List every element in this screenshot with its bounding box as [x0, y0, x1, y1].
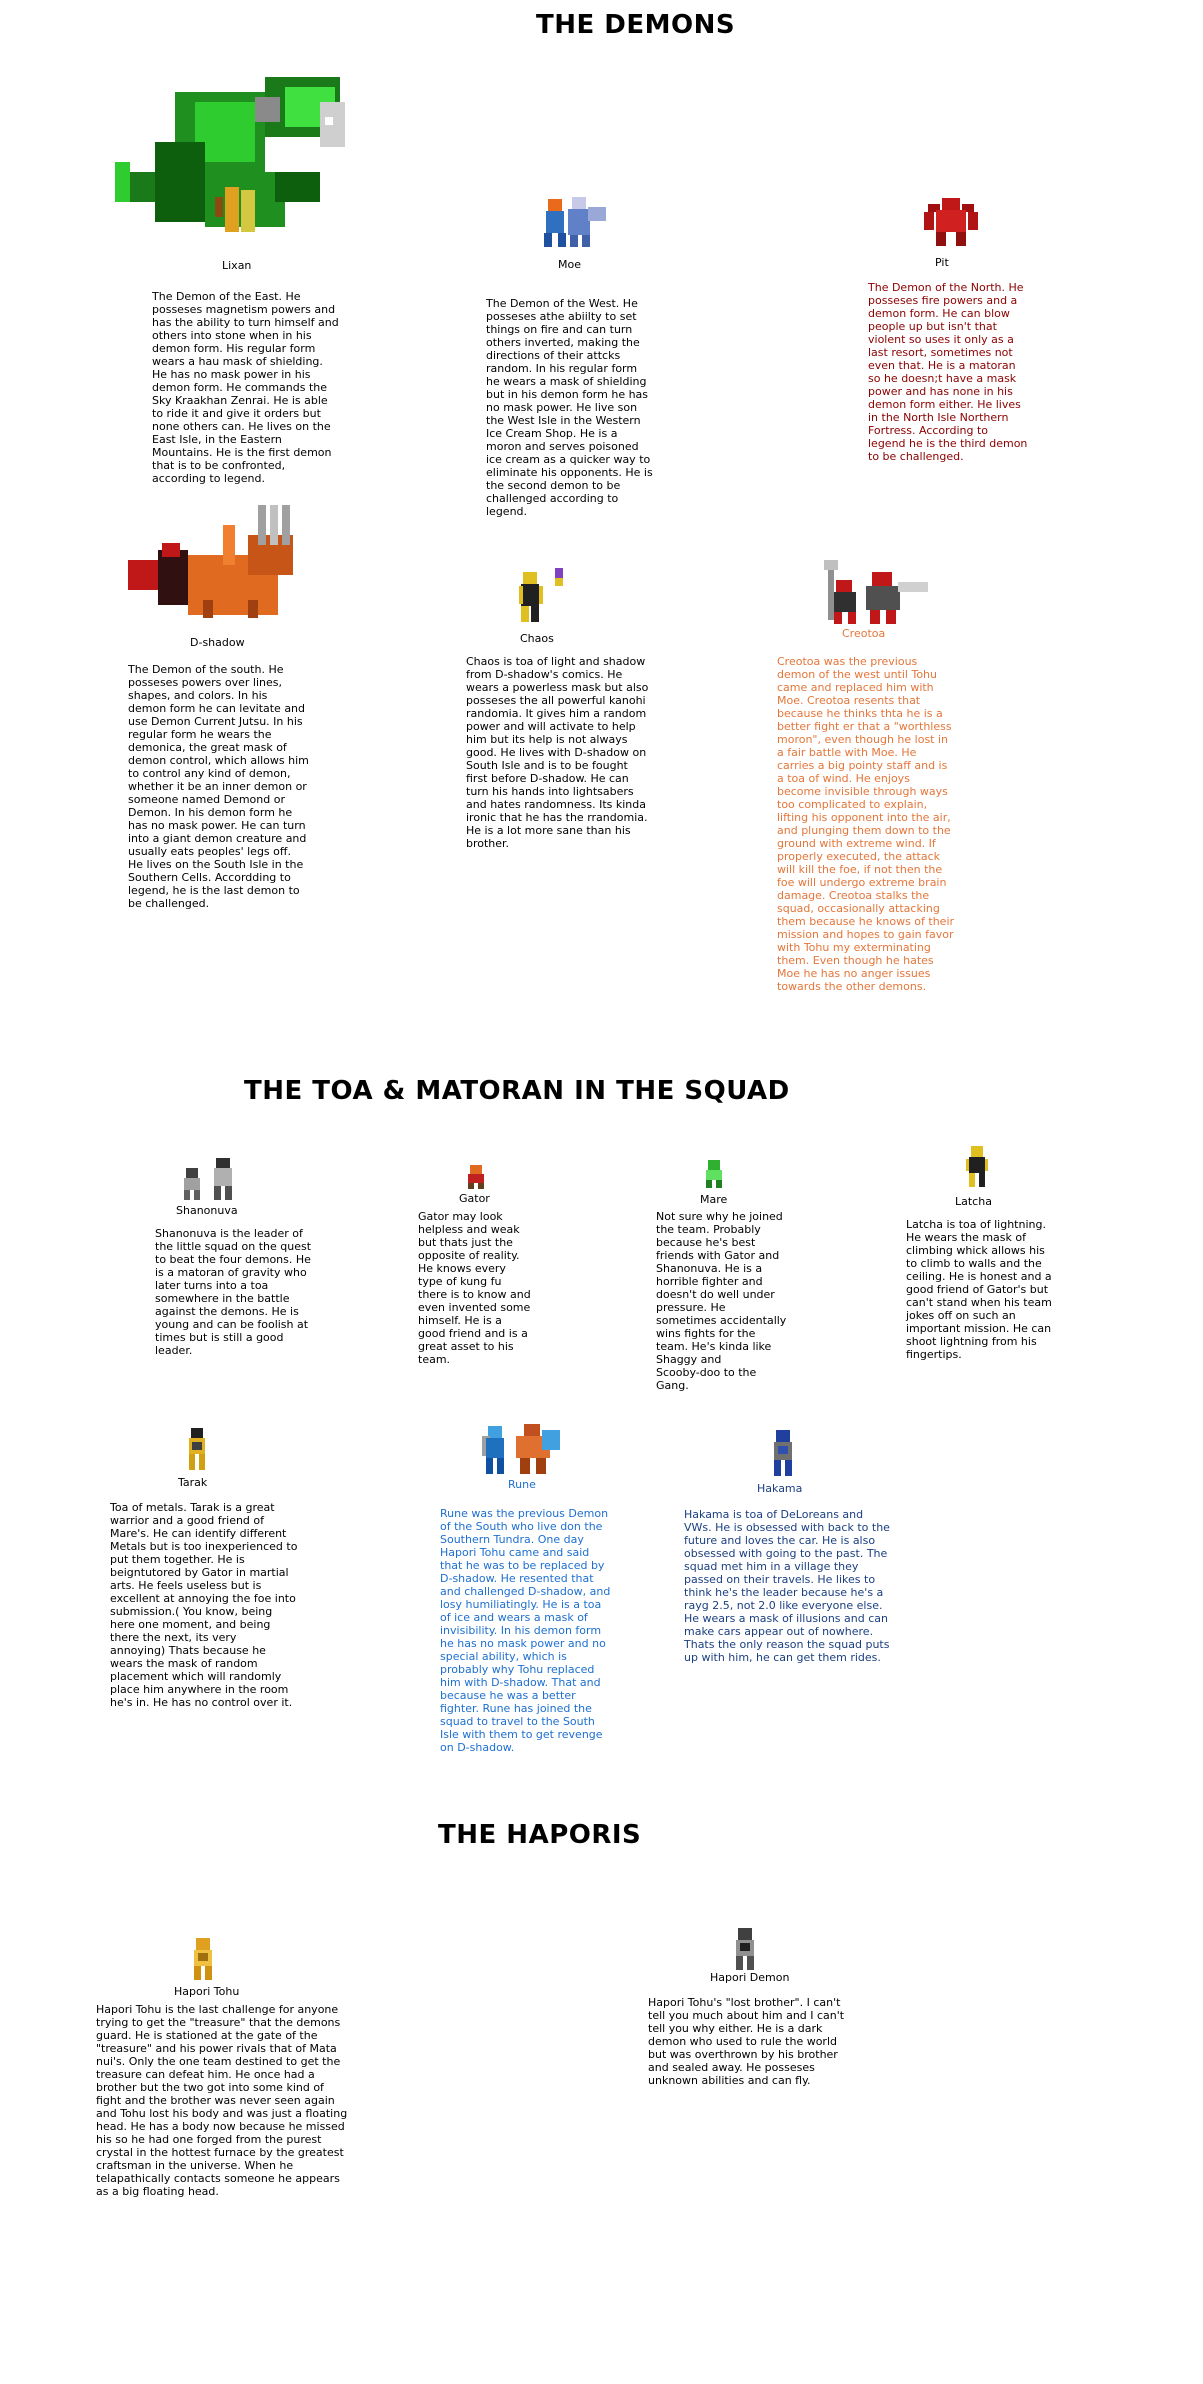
- gator-sprite: [465, 1165, 487, 1189]
- hakama-sprite: [770, 1430, 796, 1478]
- shanonuva-sprite: [180, 1158, 240, 1200]
- lixan-name: Lixan: [222, 259, 252, 272]
- mare-description: Not sure why he joined the team. Probably because he's best friends with Gator and Shanonuva. He is a horrible fighter and doesn't do well under pressure. He sometimes accidentally wins fights for the team. He's kinda like Shaggy and Scooby-doo to the Gang.: [656, 1210, 787, 1392]
- hapori-tohu-description: Hapori Tohu is the last challenge for anyone trying to get the "treasure" that the demons guard. He is stationed at the gate of the "treasure" and his power rivals that of Mata nui's. Only the one team destined to get the treasure can defeat him. He once had a brother but the two got into some kind of fight and the brother was never seen again and Tohu lost his body and was just a floating head. He has a body now because he missed his so he had one forged from the purest crystal in the hottest furnace by the greatest craftsman in the universe. When he telapathically contacts someone he appears as a big floating head.: [96, 2003, 348, 2198]
- hapori-demon-name: Hapori Demon: [710, 1971, 790, 1984]
- rune-description: Rune was the previous Demon of the South who live don the Southern Tundra. One day Hapori Tohu came and said that he was to be replaced by D-shadow. He resented that and challenged D-shadow, and losy humiliatingly. He is a toa of ice and wears a mask of invisibility. In his demon form he has no mask power and no special ability, which is probably why Tohu replaced him with D-shadow. That and because he was a better fighter. Rune has joined the squad to travel to the South Isle with them to get revenge on D-shadow.: [440, 1507, 611, 1754]
- rune-name: Rune: [508, 1478, 536, 1491]
- shanonuva-description: Shanonuva is the leader of the little squad on the quest to beat the four demons. He is a matoran of gravity who later turns into a toa somewhere in the battle against the demons. He is young and can be foolish at times but is still a good leader.: [155, 1227, 312, 1357]
- chaos-sprite: [517, 568, 567, 626]
- section-title-haporis: THE HAPORIS: [438, 1820, 642, 1850]
- lixan-dragon-sprite: [115, 72, 360, 242]
- hapori-tohu-name: Hapori Tohu: [174, 1985, 240, 1998]
- gator-name: Gator: [459, 1192, 490, 1205]
- moe-name: Moe: [558, 258, 581, 271]
- mare-sprite: [702, 1160, 726, 1188]
- pit-sprite: [920, 196, 982, 248]
- creotoa-sprite: [822, 560, 932, 625]
- dshadow-sprite: [128, 505, 298, 625]
- latcha-sprite: [966, 1146, 988, 1188]
- creotoa-description: Creotoa was the previous demon of the west until Tohu came and replaced him with Moe. Creotoa resents that because he thinks thta he is a better fight er that a "worthless moron", even though he lost in a fair battle with Moe. He carries a big pointy staff and is a toa of wind. He enjoys become invisible through ways too complicated to explain, lifting his opponent into the air, and plunging them down to the ground with extreme wind. If properly executed, the attack will kill the foe, if not then the foe will undergo extreme brain damage. Creotoa stalks the squad, occasionally attacking them because he knows of their mission and hopes to gain favor with Tohu my exterminating them. Even though he hates Moe he has no anger issues towards the other demons.: [777, 655, 955, 993]
- chaos-name: Chaos: [520, 632, 554, 645]
- gator-description: Gator may look helpless and weak but thats just the opposite of reality. He knows every type of kung fu there is to know and even invented some himself. He is a good friend and is a great asset to his team.: [418, 1210, 531, 1366]
- section-title-demons: THE DEMONS: [536, 10, 736, 40]
- latcha-name: Latcha: [955, 1195, 992, 1208]
- hakama-name: Hakama: [757, 1482, 803, 1495]
- pit-name: Pit: [935, 256, 949, 269]
- creotoa-name: Creotoa: [842, 627, 886, 640]
- pit-description: The Demon of the North. He posseses fire powers and a demon form. He can blow people up but isn't that violent so uses it only as a last resort, sometimes not even that. He is a matoran so he doesn;t have a mask power and has none in his demon form either. He lives in the North Isle Northern Fortress. According to legend he is the third demon to be challenged.: [868, 281, 1028, 463]
- tarak-name: Tarak: [178, 1476, 208, 1489]
- hapori-demon-description: Hapori Tohu's "lost brother". I can't tell you much about him and I can't tell you why either. He is a dark demon who used to rule the world but was overthrown by his brother and sealed away. He posseses unknown abilities and can fly.: [648, 1996, 845, 2087]
- hapori-demon-sprite: [732, 1928, 758, 1972]
- dshadow-name: D-shadow: [190, 636, 245, 649]
- lixan-description: The Demon of the East. He posseses magnetism powers and has the ability to turn himself and others into stone when in his demon form. His regular form wears a hau mask of shielding. He has no mask power in his demon form. He commands the Sky Kraakhan Zenrai. He is able to ride it and give it orders but none others can. He lives on the East Isle, in the Eastern Mountains. He is the first demon that is to be confronted, according to legend.: [152, 290, 339, 485]
- shanonuva-name: Shanonuva: [176, 1204, 238, 1217]
- moe-description: The Demon of the West. He posseses athe abiilty to set things on fire and can turn others inverted, making the directions of their attcks random. In his regular form he wears a mask of shielding but in his demon form he has no mask power. He live son the West Isle in the Western Ice Cream Shop. He is a moron and serves poisoned ice cream as a quicker way to eliminate his opponents. He is the second demon to be challenged according to legend.: [486, 297, 653, 518]
- hapori-tohu-sprite: [190, 1938, 216, 1982]
- moe-sprite: [540, 195, 610, 250]
- rune-sprite: [482, 1422, 562, 1476]
- hakama-description: Hakama is toa of DeLoreans and VWs. He is obsessed with back to the future and loves the car. He is also obsessed with going to the past. The squad met him in a village they passed on their travels. He likes to think he's the leader because he's a rayg 2.5, not 2.0 like everyone else. He wears a mask of illusions and can make cars appear out of nowhere. Thats the only reason the squad puts up with him, he can get them rides.: [684, 1508, 890, 1664]
- tarak-description: Toa of metals. Tarak is a great warrior and a good friend of Mare's. He can identify different Metals but is too inexperienced to put them together. He is beigntutored by Gator in martial arts. He feels useless but is excellent at annoying the foe into submission.( You know, being here one moment, and being there the next, its very annoying) Thats because he wears the mask of random placement which will randomly place him anywhere in the room he's in. He has no control over it.: [110, 1501, 298, 1709]
- section-title-squad: THE TOA & MATORAN IN THE SQUAD: [244, 1076, 790, 1106]
- latcha-description: Latcha is toa of lightning. He wears the mask of climbing whick allows his to climb to walls and the ceiling. He is honest and a good friend of Gator's but can't stand when his team jokes off on such an important mission. He can shoot lightning from his fingertips.: [906, 1218, 1052, 1361]
- chaos-description: Chaos is toa of light and shadow from D-shadow's comics. He wears a powerless mask but also posseses the all powerful kanohi randomia. It gives him a random power and will activate to help him but its help is not always good. He lives with D-shadow on South Isle and is to be fought first before D-shadow. He can turn his hands into lightsabers and hates randomness. Its kinda ironic that he has the rrandomia. He is a lot more sane than his brother.: [466, 655, 649, 850]
- mare-name: Mare: [700, 1193, 728, 1206]
- dshadow-description: The Demon of the south. He posseses powers over lines, shapes, and colors. In his demon form he can levitate and use Demon Current Jutsu. In his regular form he wears the demonica, the great mask of demon control, which allows him to control any kind of demon, whether it be an inner demon or someone named Demond or Demon. In his demon form he has no mask power. He can turn into a giant demon creature and usually eats peoples' legs off. He lives on the South Isle in the Southern Cells. Accordding to legend, he is the last demon to be challenged.: [128, 663, 309, 910]
- tarak-sprite: [186, 1428, 208, 1472]
